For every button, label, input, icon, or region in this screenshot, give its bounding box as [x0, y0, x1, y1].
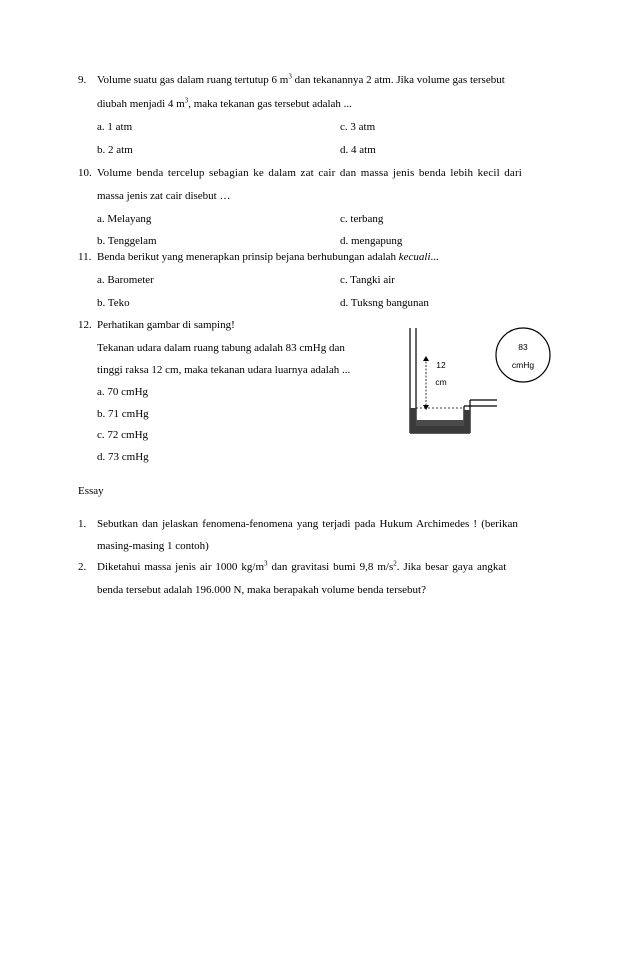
question-12-line-2: Tekanan udara dalam ruang tabung adalah 83 cmHg dan [97, 342, 345, 354]
superscript: 3 [288, 72, 292, 81]
pressure-unit-label: cmHg [511, 360, 535, 370]
essay-2-text-a: Diketahui massa jenis air 1000 kg/m [97, 561, 264, 573]
pressure-value-label: 83 [518, 342, 528, 352]
option-d: d. 4 atm [340, 144, 376, 156]
essay-2-line-1 [97, 560, 506, 574]
question-9-text-a: Volume suatu gas dalam ruang tertutup 6 m [97, 74, 289, 86]
option-b: b. 71 cmHg [97, 408, 149, 420]
question-11-emphasis: kecuali [398, 251, 431, 263]
essay-1-line-2: masing-masing 1 contoh) [97, 540, 209, 552]
essay-1-line-1: Sebutkan dan jelaskan fenomena-fenomena yang terjadi pada Hukum Archimedes ! (berikan [97, 518, 518, 530]
essay-heading: Essay [78, 485, 104, 497]
superscript: 2 [393, 559, 397, 568]
question-11-text-a: Benda berikut yang menerapkan prinsip bejana berhubungan adalah [97, 251, 399, 263]
question-10-number: 10. [78, 167, 92, 179]
superscript: 3 [184, 96, 189, 105]
question-9-text-d: , maka tekanan gas tersebut adalah ... [188, 98, 352, 110]
essay-2-number: 2. [78, 561, 87, 573]
superscript: 3 [264, 559, 268, 568]
height-value-label: 12 [436, 360, 446, 370]
question-9-text-c: diubah menjadi 4 m [97, 98, 185, 110]
option-a: a. 1 atm [97, 121, 133, 133]
option-d: d. Tuksng bangunan [340, 297, 429, 309]
option-a: a. 70 cmHg [97, 386, 149, 398]
option-d: d. 73 cmHg [97, 451, 149, 463]
option-d: d. mengapung [340, 235, 403, 247]
essay-2-text-c: . Jika besar gaya angkat [396, 561, 507, 573]
height-unit-label: cm [435, 377, 447, 387]
question-11-text-b: ... [430, 251, 439, 263]
question-9-text-b: dan tekanannya 2 atm. Jika volume gas tersebut [294, 74, 505, 86]
question-10-line-2: massa jenis zat cair disebut … [97, 190, 231, 202]
option-c: c. 3 atm [340, 121, 376, 133]
question-11-number: 11. [78, 251, 92, 263]
option-c: c. 72 cmHg [97, 429, 149, 441]
option-b: b. 2 atm [97, 144, 133, 156]
question-11-line-1 [97, 250, 439, 264]
question-9-number: 9. [78, 74, 87, 86]
option-a: a. Melayang [97, 213, 152, 225]
question-12-line-1: Perhatikan gambar di samping! [97, 319, 235, 331]
option-c: c. Tangki air [340, 274, 395, 286]
manometer-figure [400, 320, 570, 440]
question-9-line-2 [97, 97, 352, 111]
question-12-number: 12. [78, 319, 92, 331]
option-b: b. Teko [97, 297, 130, 309]
question-12-line-3: tinggi raksa 12 cm, maka tekanan udara luarnya adalah ... [97, 364, 351, 376]
essay-1-number: 1. [78, 518, 87, 530]
option-a: a. Barometer [97, 274, 154, 286]
essay-2-line-2: benda tersebut adalah 196.000 N, maka berapakah volume benda tersebut? [97, 584, 426, 596]
question-9-line-1 [97, 73, 505, 87]
question-10-line-1: Volume benda tercelup sebagian ke dalam zat cair dan massa jenis benda lebih kecil dari [97, 167, 522, 179]
option-c: c. terbang [340, 213, 384, 225]
option-b: b. Tenggelam [97, 235, 157, 247]
manometer-diagram [400, 320, 570, 440]
essay-2-text-b: dan gravitasi bumi 9,8 m/s [267, 561, 394, 573]
